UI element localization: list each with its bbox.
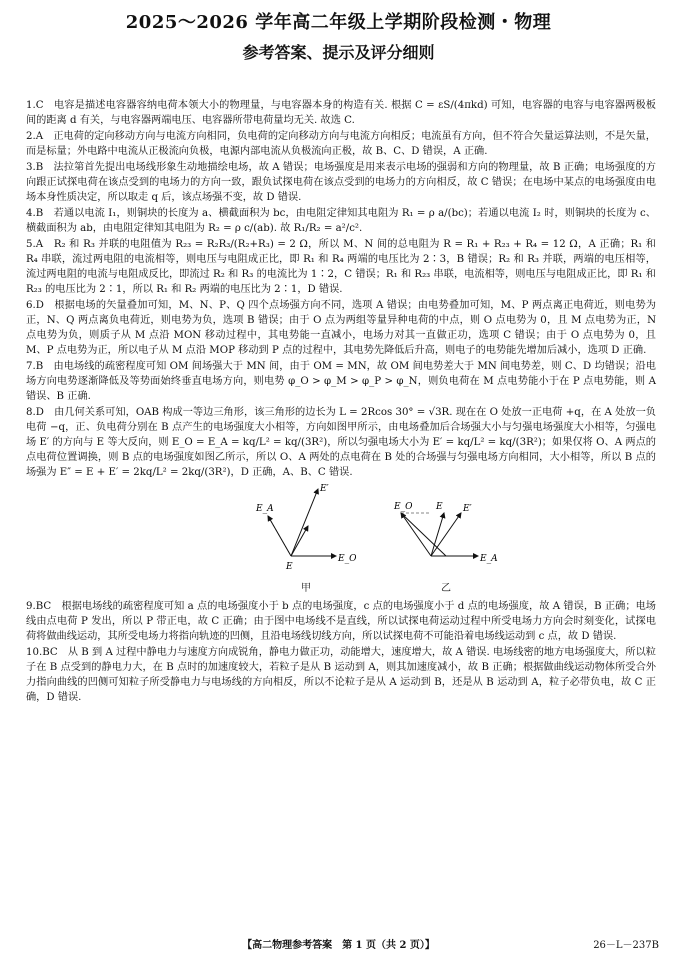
- page-subtitle: 参考答案、提示及评分细则: [242, 43, 435, 62]
- label-eprime-yi: E′: [463, 504, 472, 514]
- answer-list: [26, 98, 656, 706]
- label-e: E: [286, 562, 293, 572]
- vector-e: [291, 526, 308, 556]
- answer-item-5: 5.A R₂ 和 R₃ 并联的电阻值为 R₂₃ = R₂R₃/(R₂+R₃) = 2 Ω，所以 M、N 间的总电阻为 R = R₁ + R₂₃ + R₄ = 12 Ω，A 正确；R₁ 和 R₄ 串联，流过两电阻的电流相等，则电压与电阻成正比，即 R₁ 和 R₄ 两端的电压比为 2∶3，B 错误；R₂ 和 R₃ 并联，两端的电压相等，流过两电阻的电流与电阻成反比，即流过 R₂ 和 R₃ 的电流比为 1∶2，C 错误；R₁ 和 R₂₃ 串联，电流相等，则电压与电阻成正比，即 R₁ 和 R₂₃ 的电压比为 2∶1，所以 R₁ 和 R₂ 两端的电压比为 2∶1，D 错误.: [26, 239, 656, 295]
- figure-jia: [246, 481, 366, 594]
- figure-row: [26, 481, 656, 594]
- answer-item-1: 1.C 电容是描述电容器容纳电荷本领大小的物理量，与电容器本身的构造有关. 根据 C = εS/(4πkd) 可知，电容器的电容与电容器两极板间的距离 d 有关，与电容器两端电压、电容器所带电荷量均无关. 故选 C.: [26, 100, 656, 126]
- vector-eprime: [291, 489, 318, 556]
- figure-jia-caption: 甲: [301, 583, 311, 594]
- figure-jia-diagram: [246, 481, 366, 581]
- line-eo: [401, 513, 446, 556]
- figure-yi: [386, 481, 506, 594]
- answer-item-2: 2.A 正电荷的定向移动方向与电流方向相同，负电荷的定向移动方向与电流方向相反；电流虽有方向，但不符合矢量运算法则，不是矢量，而是标量；外电路中电流从正极流向负极，电源内部电流从负极流向正极，故 B、C、D 错误，A 正确.: [26, 131, 656, 157]
- label-e-yi: E: [436, 502, 443, 512]
- footer-page-info: 【高二物理参考答案 第 1 页（共 2 页）】: [242, 940, 435, 951]
- figure-yi-caption: 乙: [441, 583, 451, 594]
- label-ea: E_A: [256, 504, 274, 514]
- answer-item-10: 10.BC 从 B 到 A 过程中静电力与速度方向成锐角，静电力做正功，动能增大，速度增大，故 A 错误. 电场线密的地方电场强度大，所以粒子在 B 点受到的静电力大，在 B 点时的加速度较大，若粒子是从 B 运动到 A，则其加速度减小，故 B 正确；根据做曲线运动物体所受合外力指向曲线的凹侧可知粒子所受静电力与电场线的方向相反，所以不论粒子是从 A 运动到 B，还是从 B 运动到 A，粒子必带负电，故 C 正确，D 错误.: [26, 647, 656, 703]
- label-eo: E_O: [338, 554, 357, 564]
- label-eo-yi: E_O: [394, 502, 413, 512]
- footer-code: 26－L－237B: [593, 940, 659, 951]
- vector-eprime-yi: [431, 513, 461, 556]
- answer-item-6: 6.D 根据电场的矢量叠加可知，M、N、P、Q 四个点场强方向不同，选项 A 错误；由电势叠加可知，M、P 两点离正电荷近，则电势为正，N、Q 两点离负电荷近，则电势为负，选项 B 错误；由于 O 点为两组等量异种电荷的中点，则 O 点电势为 0，且 M 点电势为正，N 点电势为负，则质子从 M 点沿 MON 移动过程中，其电势能一直减小，电场力对其一直做正功，选项 C 错误；由于 O 点电势为 0，且 M、P 点电势为正，所以电子从 M 点沿 MOP 移动到 P 点的过程中，其电势先降低后升高，则电子的电势能先增加后减小，选项 D 正确.: [26, 300, 656, 356]
- answer-item-7: 7.B 由电场线的疏密程度可知 OM 间场强大于 MN 间，由于 OM = MN，故 OM 间电势差大于 MN 间电势差，则 C、D 均错误；沿电场方向电势逐渐降低及等势面始终垂直电场方向，则电势 φ_O > φ_M > φ_P > φ_N，则负电荷在 M 点电势能小于在 P 点电势能，则 A 错误、B 正确.: [26, 361, 656, 402]
- label-eprime: E′: [320, 484, 329, 494]
- answer-item-8: 8.D 由几何关系可知，OAB 构成一等边三角形，该三角形的边长为 L = 2Rcos 30° = √3R. 现在在 O 处放一正电荷 +q，在 A 处放一负电荷 −q，正、负电荷分别在 B 点产生的电场强度大小相等，方向如图甲所示，由电场叠加后合场强大小与匀强电场强度大小相等，匀强电场 E′ 的方向与 E 等大反向，则 E_O = E_A = kq/L² = kq/(3R²)，所以匀强电场大小为 E′ = kq/L² = kq/(3R²)；如果仅将 O、A 两点的点电荷位置调换，则 B 点的电场强度如图乙所示，所以 O、A 两处的点电荷在 B 处的合场强与匀强电场方向相同，大小相等，所以 B 点的场强为 E″ = E + E′ = 2kq/L² = 2kq/(3R²)，D 正确，A、B、C 错误.: [26, 407, 656, 478]
- vector-eo-yi: [401, 513, 431, 556]
- label-ea-yi: E_A: [480, 554, 498, 564]
- answer-item-3: 3.B 法拉第首先提出电场线形象生动地描绘电场，故 A 错误；电场强度是用来表示电场的强弱和方向的物理量，故 B 正确；电场强度的方向跟正试探电荷在该点受到的电场力的方向一致，跟负试探电荷在该点受到的电场力的方向相反，故 C 错误；在电场中某点的电场强度由电场本身性质决定，所以取走 q 后，该点场强不变，故 D 错误.: [26, 162, 656, 203]
- vector-e-yi: [431, 513, 444, 556]
- answer-item-4: 4.B 若通以电流 I₁，则铜块的长度为 a、横截面积为 bc，由电阻定律知其电阻为 R₁ = ρ a/(bc)；若通以电流 I₂ 时，则铜块的长度为 c、横截面积为 ab，由电阻定律知其电阻为 R₂ = ρ c/(ab). 故 R₁/R₂ = a²/c².: [26, 208, 656, 234]
- figure-yi-diagram: [386, 481, 506, 581]
- answer-item-9: 9.BC 根据电场线的疏密程度可知 a 点的电场强度小于 b 点的电场强度，c 点的电场强度小于 d 点的电场强度，故 A 错误，B 正确；电场线由点电荷 P 发出，所以 P 带正电，故 C 正确；由于图中电场线不是直线，所以试探电荷运动过程中所受电场力方向会时刻变化，试探电荷将做曲线运动，其所受电场力将指向轨迹的凹侧，且沿电场线切线方向，所以试探电荷不可能沿着电场线运动到 c 点，故 D 错误.: [26, 601, 656, 642]
- page-title: 2025～2026 学年高二年级上学期阶段检测・物理: [125, 12, 552, 33]
